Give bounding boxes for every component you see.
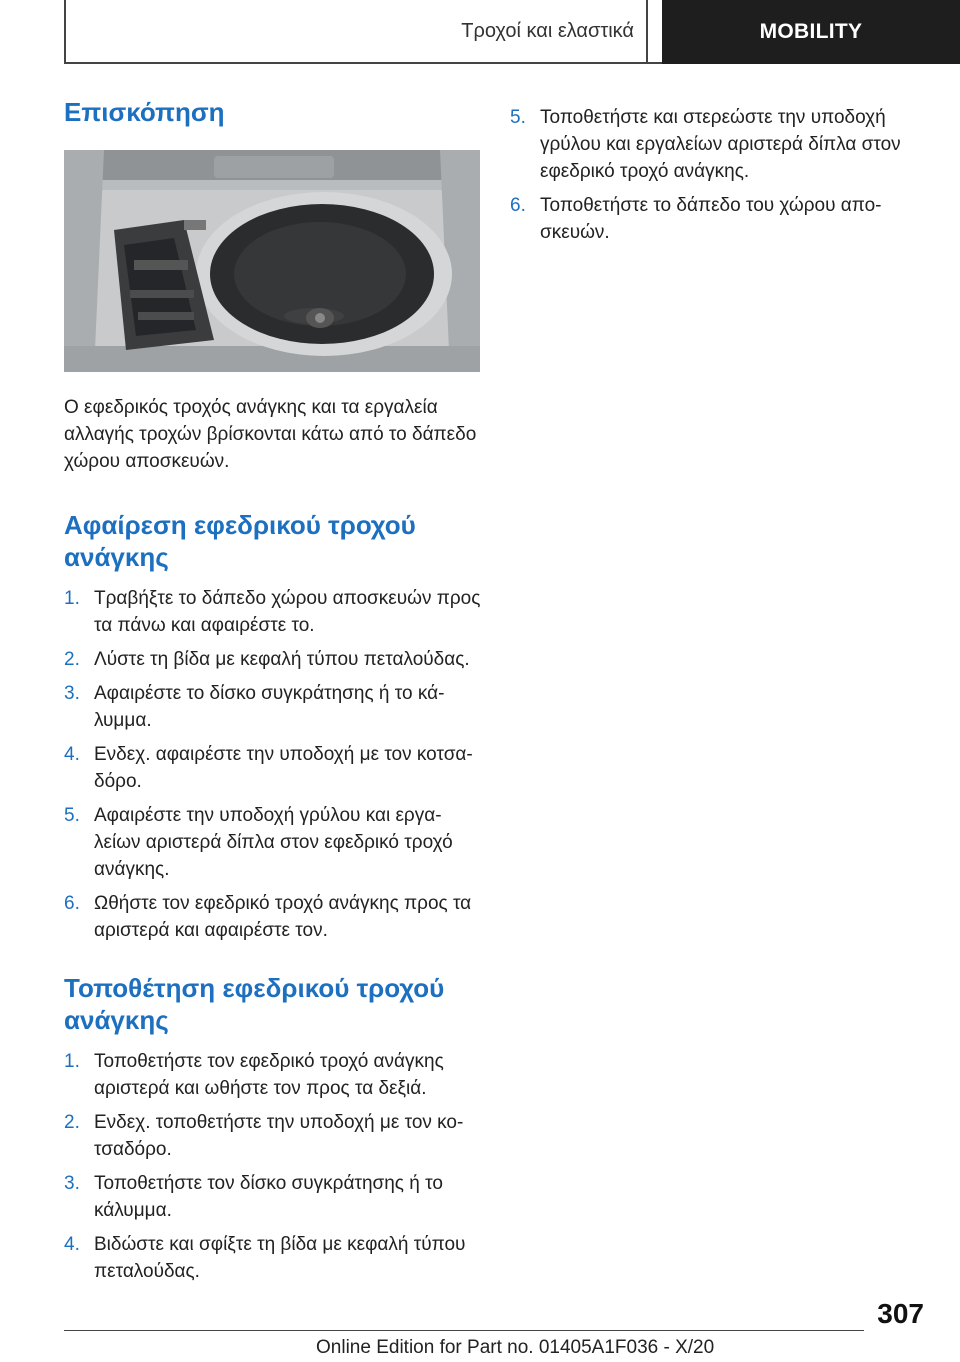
edition-note: Online Edition for Part no. 01405A1F036 - X/20 [316, 1337, 715, 1358]
step-number: 1. [64, 588, 80, 609]
step-number: 1. [64, 1051, 80, 1072]
list-item [64, 890, 482, 944]
step-text: Τοποθετήστε τον εφεδρικό τροχό ανάγκης αριστερά και ωθήστε τον προς τα δεξιά. [94, 1051, 444, 1099]
removal-steps [64, 585, 482, 944]
page-number: 307 [877, 1298, 924, 1329]
step-text: Βιδώστε και σφίξτε τη βίδα με κεφαλή τύπου πεταλούδας. [94, 1234, 466, 1282]
step-number: 6. [510, 195, 526, 216]
list-item [64, 1109, 482, 1163]
install-steps-right [510, 104, 910, 246]
step-text: Ωθήστε τον εφεδρικό τροχό ανάγκης προς τα αριστερά και αφαιρέστε τον. [94, 893, 472, 941]
step-number: 4. [64, 1234, 80, 1255]
step-number: 3. [64, 683, 80, 704]
overview-intro: Ο εφεδρικός τροχός ανάγκης και τα εργαλεία αλλαγής τροχών βρίσκονται κάτω από το δάπεδο χώρου αποσκευών. [64, 397, 477, 472]
step-text: Αφαιρέστε το δίσκο συγκράτησης ή το κά-λυμμα. [94, 683, 445, 731]
step-number: 5. [64, 805, 80, 826]
step-text: Αφαιρέστε την υποδοχή γρύλου και εργα-λείων αριστερά δίπλα στον εφεδρικό τροχό ανάγκης. [94, 805, 453, 880]
list-item [64, 1048, 482, 1102]
step-text: Τοποθετήστε τον δίσκο συγκράτησης ή το κάλυμμα. [94, 1173, 443, 1221]
list-item [64, 585, 482, 639]
list-item [510, 104, 910, 185]
list-item [64, 646, 482, 673]
install-steps-left [64, 1048, 482, 1285]
chapter-tab[interactable]: MOBILITY [662, 0, 960, 64]
list-item [64, 1231, 482, 1285]
list-item [64, 680, 482, 734]
spare-wheel-photo [64, 150, 480, 372]
footer-divider [64, 1330, 864, 1331]
list-item [510, 192, 910, 246]
removal-heading: Αφαίρεση εφεδρικού τροχού ανάγκης [64, 510, 416, 572]
step-text: Λύστε τη βίδα με κεφαλή τύπου πεταλούδας. [94, 649, 470, 670]
step-text: Τοποθετήστε και στερεώστε την υποδοχή γρύλου και εργαλείων αριστερά δίπλα στον εφεδρικό τροχό ανάγκης. [540, 107, 901, 182]
right-column [510, 104, 910, 253]
step-text: Ενδεχ. αφαιρέστε την υποδοχή με τον κοτσα-δόρο. [94, 744, 473, 792]
install-heading: Τοποθέτηση εφεδρικού τροχού ανάγκης [64, 973, 445, 1035]
left-column [64, 96, 482, 1292]
step-number: 3. [64, 1173, 80, 1194]
chapter-title: Τροχοί και ελαστικά [66, 0, 648, 62]
step-number: 2. [64, 649, 80, 670]
list-item [64, 1170, 482, 1224]
list-item [64, 741, 482, 795]
step-text: Τραβήξτε το δάπεδο χώρου αποσκευών προς τα πάνω και αφαιρέστε το. [94, 588, 481, 636]
step-text: Ενδεχ. τοποθετήστε την υποδοχή με τον κο-τσαδόρο. [94, 1112, 464, 1160]
step-number: 4. [64, 744, 80, 765]
step-text: Τοποθετήστε το δάπεδο του χώρου απο-σκευών. [540, 195, 882, 243]
step-number: 6. [64, 893, 80, 914]
overview-heading: Επισκόπηση [64, 97, 225, 127]
list-item [64, 802, 482, 883]
step-number: 2. [64, 1112, 80, 1133]
step-number: 5. [510, 107, 526, 128]
